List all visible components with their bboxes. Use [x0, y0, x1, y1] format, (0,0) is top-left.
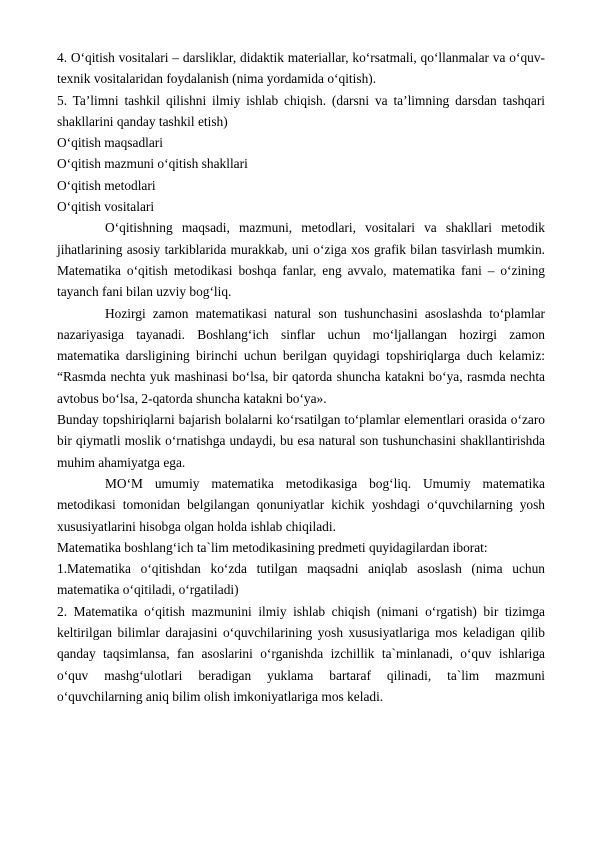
document-page — [57, 47, 545, 707]
list-line-teaching-goals: O‘qitish maqsadlari — [57, 135, 163, 151]
list-line-teaching-methods: O‘qitish metodlari — [57, 177, 156, 193]
paragraph-such-tasks: Bunday topshiriqlarni bajarish bolalarni ko‘rsatilgan to‘plamlar elementlari orasida o‘zaro bir qiymatli moslik o‘rnatishga undaydi, bu esa natural son tushunchasini shakllantirishda muhim ahamiyatga ega. — [57, 412, 545, 470]
paragraph-item-1-goals: 1.Matematika o‘qitishdan ko‘zda tutilgan maqsadni aniqlab asoslash (nima uchun matematika o‘qitiladi, o‘rgatiladi) — [57, 561, 545, 598]
paragraph-methodical-aspects: O‘qitishning maqsadi, mazmuni, metodlari, vositalari va shakllari metodik jihatlarining asosiy tarkiblarida murakkab, uni o‘ziga xos grafik bilan tasvirlash mumkin. Matematika o‘qitish metodikasi boshqa fanlar, eng avvalo, matematika fani – o‘zining tayanch fani bilan uzviy bog‘liq. — [57, 220, 545, 300]
list-line-teaching-content-forms: O‘qitish mazmuni o‘qitish shakllari — [57, 156, 248, 172]
paragraph-natural-number-concept: Hozirgi zamon matematikasi natural son tushunchasini asoslashda to‘plamlar nazariyasiga tayanadi. Boshlang‘ich sinflar uchun mo‘ljallangan hozirgi zamon matematika darsligining birinchi uchun berilgan quyidagi topshiriqlarga duch kelamiz: “Rasmda nechta yuk mashinasi bo‘lsa, bir qatorda shuncha katakni bo‘ya, rasmda nechta avtobus bo‘lsa, 2-qatorda shuncha katakni bo‘ya». — [57, 305, 545, 406]
paragraph-item-5-organization: 5. Ta’limni tashkil qilishni ilmiy ishlab chiqish. (darsni va ta’limning darsdan tashqari shakllarini qanday tashkil etish) — [57, 92, 545, 129]
paragraph-mom-methodology: MO‘M umumiy matematika metodikasiga bog‘liq. Umumiy matematika metodikasi tomonidan belgilangan qonuniyatlar kichik yoshdagi o‘quvchilarning yosh xususiyatlarini hisobga olgan holda ishlab chiqiladi. — [57, 475, 545, 534]
paragraph-subject-intro: Matematika boshlang‘ich ta`lim metodikasining predmeti quyidagilardan iborat: — [57, 539, 488, 555]
paragraph-item-2-content: 2. Matematika o‘qitish mazmunini ilmiy ishlab chiqish (nimani o‘rgatish) bir tizimga keltirilgan bilimlar darajasini o‘quvchilarining yosh xususiyatlariga mos keladigan qilib qanday taqsimlansa, fan asoslarini o‘rganishda izchillik ta`minlanadi, o‘quv ishlariga o‘quv mashg‘ulotlari beradigan yuklama bartaraf qilinadi, ta`lim mazmuni o‘quvchilarning aniq bilim olish imkoniyatlariga mos keladi. — [57, 603, 545, 704]
list-line-teaching-tools: O‘qitish vositalari — [57, 199, 155, 215]
paragraph-item-4-teaching-tools: 4. O‘qitish vositalari – darsliklar, didaktik materiallar, ko‘rsatmali, qo‘llanmalar va o‘quv- texnik vositalaridan foydalanish (nima yordamida o‘qitish). — [57, 50, 545, 87]
